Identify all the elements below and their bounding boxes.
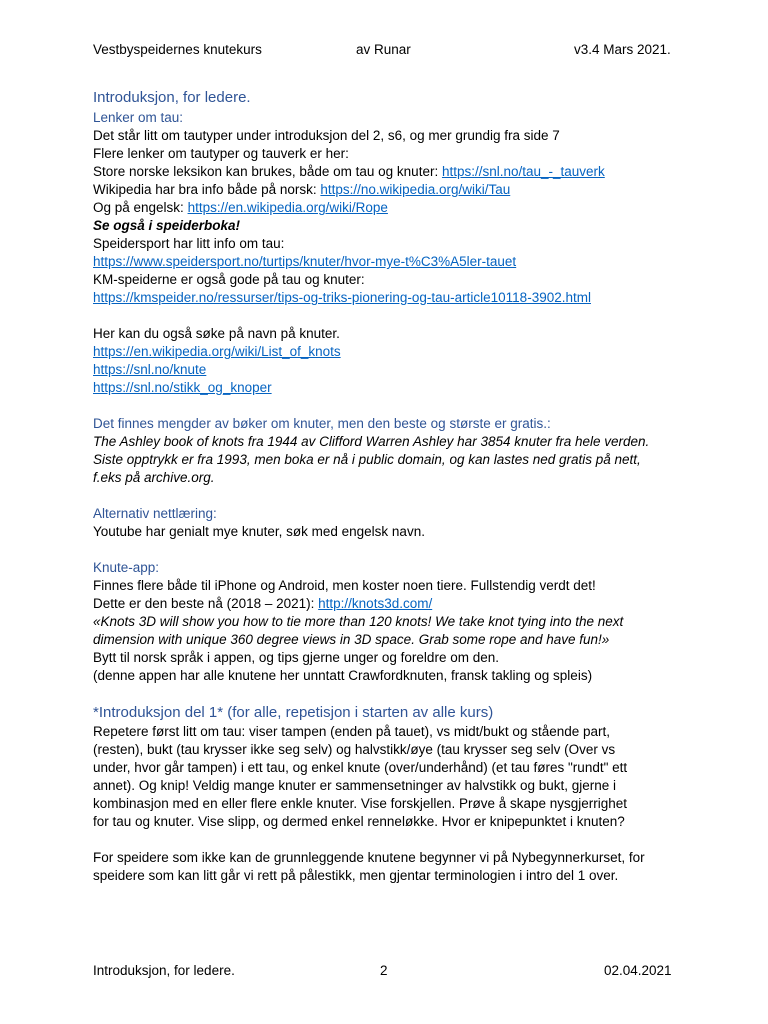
speiderboka-note: Se også i speiderboka! (93, 218, 241, 233)
del1-para1-line-2: (resten), bukt (tau krysser ikke seg selv) og halvstikk/øye (tau krysser seg selv (Over vs (93, 742, 616, 757)
lenker-line-7: Speidersport har litt info om tau: (93, 236, 285, 251)
header-center: av Runar (356, 42, 411, 57)
snl-tau-link[interactable]: https://snl.no/tau_-_tauverk (441, 164, 605, 179)
wikipedia-list-of-knots-link[interactable]: https://en.wikipedia.org/wiki/List_of_knots (93, 344, 341, 359)
lenker-line-4 (93, 181, 693, 199)
page-number: 2 (380, 963, 388, 978)
boker-line-1: The Ashley book of knots fra 1944 av Clifford Warren Ashley har 3854 knuter fra hele verden. (93, 434, 650, 449)
snl-stikk-og-knoper-link[interactable]: https://snl.no/stikk_og_knoper (93, 380, 272, 395)
del1-para1-line-4: annet). Og knip! Veldig mange knuter er sammensetninger av halvstikk og bukt, gjerne i (93, 778, 617, 793)
del1-heading: *Introduksjon del 1* (for alle, repetisjon i starten av alle kurs) (93, 704, 494, 721)
nettlaering-text: Youtube har genialt mye knuter, søk med engelsk navn. (93, 524, 425, 539)
lenker-line-1: Det står litt om tautyper under introduksjon del 2, s6, og mer grundig fra side 7 (93, 128, 560, 143)
app-quote-1: «Knots 3D will show you how to tie more than 120 knots! We take knot tying into the next (93, 614, 624, 629)
header-right: v3.4 Mars 2021. (574, 42, 671, 57)
boker-line-3: f.eks på archive.org. (93, 470, 215, 485)
lenker-line-5-text: Og på engelsk: (93, 200, 188, 215)
footer-left: Introduksjon, for ledere. (93, 963, 235, 978)
lenker-line-3 (93, 163, 693, 181)
kmspeider-link[interactable]: https://kmspeider.no/ressurser/tips-og-triks-pionering-og-tau-article10118-3902.html (93, 290, 591, 305)
app-line-2-text: Dette er den beste nå (2018 – 2021): (93, 596, 319, 611)
knots3d-link[interactable]: http://knots3d.com/ (318, 596, 433, 611)
lenker-line-4-text: Wikipedia har bra info både på norsk: (93, 182, 321, 197)
app-line-2 (93, 595, 693, 613)
app-line-3: Bytt til norsk språk i appen, og tips gjerne unger og foreldre om den. (93, 650, 499, 665)
sok-intro: Her kan du også søke på navn på knuter. (93, 326, 340, 341)
lenker-line-9: KM-speiderne er også gode på tau og knuter: (93, 272, 365, 287)
app-heading: Knute-app: (93, 560, 160, 575)
boker-heading: Det finnes mengder av bøker om knuter, men den beste og største er gratis.: (93, 416, 551, 431)
del1-para1-line-6: for tau og knuter. Vise slipp, og dermed enkel renneløkke. Hvor er knipepunktet i knuten? (93, 814, 625, 829)
lenker-heading: Lenker om tau: (93, 110, 184, 125)
lenker-line-5 (93, 199, 693, 217)
app-quote-2: dimension with unique 360 degree views in 3D space. Grab some rope and have fun!» (93, 632, 610, 647)
del1-para1-line-5: kombinasjon med en eller flere enkle knuter. Vise forskjellen. Prøve å skape nysgjerrighet (93, 796, 628, 811)
lenker-line-3-text: Store norske leksikon kan brukes, både om tau og knuter: (93, 164, 442, 179)
del1-para1-line-3: under, hvor går tampen) i ett tau, og enkel knute (over/underhånd) (et tau føres "rundt" ett (93, 760, 628, 775)
wikipedia-no-tau-link[interactable]: https://no.wikipedia.org/wiki/Tau (320, 182, 511, 197)
snl-knute-link[interactable]: https://snl.no/knute (93, 362, 207, 377)
footer-date: 02.04.2021 (604, 963, 672, 978)
nettlaering-heading: Alternativ nettlæring: (93, 506, 217, 521)
del1-para2-line-1: For speidere som ikke kan de grunnleggende knutene begynner vi på Nybegynnerkurset, for (93, 850, 645, 865)
app-line-1: Finnes flere både til iPhone og Android, men koster noen tiere. Fullstendig verdt det! (93, 578, 596, 593)
del1-para1-line-1: Repetere først litt om tau: viser tampen (enden på tauet), vs midt/bukt og stående part, (93, 724, 611, 739)
del1-para2-line-2: speidere som kan litt går vi rett på pålestikk, men gjentar terminologien i intro del 1 over. (93, 868, 619, 883)
boker-line-2: Siste opptrykk er fra 1993, men boka er nå i public domain, og kan lastes ned gratis på nett, (93, 452, 641, 467)
page-title: Introduksjon, for ledere. (93, 89, 251, 106)
app-line-4: (denne appen har alle knutene her unntatt Crawfordknuten, fransk takling og spleis) (93, 668, 593, 683)
speidersport-link[interactable]: https://www.speidersport.no/turtips/knuter/hvor-mye-t%C3%A5ler-tauet (93, 254, 517, 269)
page-body (93, 88, 693, 885)
header-left: Vestbyspeidernes knutekurs (93, 42, 262, 57)
lenker-line-2: Flere lenker om tautyper og tauverk er her: (93, 146, 349, 161)
wikipedia-en-rope-link[interactable]: https://en.wikipedia.org/wiki/Rope (187, 200, 388, 215)
